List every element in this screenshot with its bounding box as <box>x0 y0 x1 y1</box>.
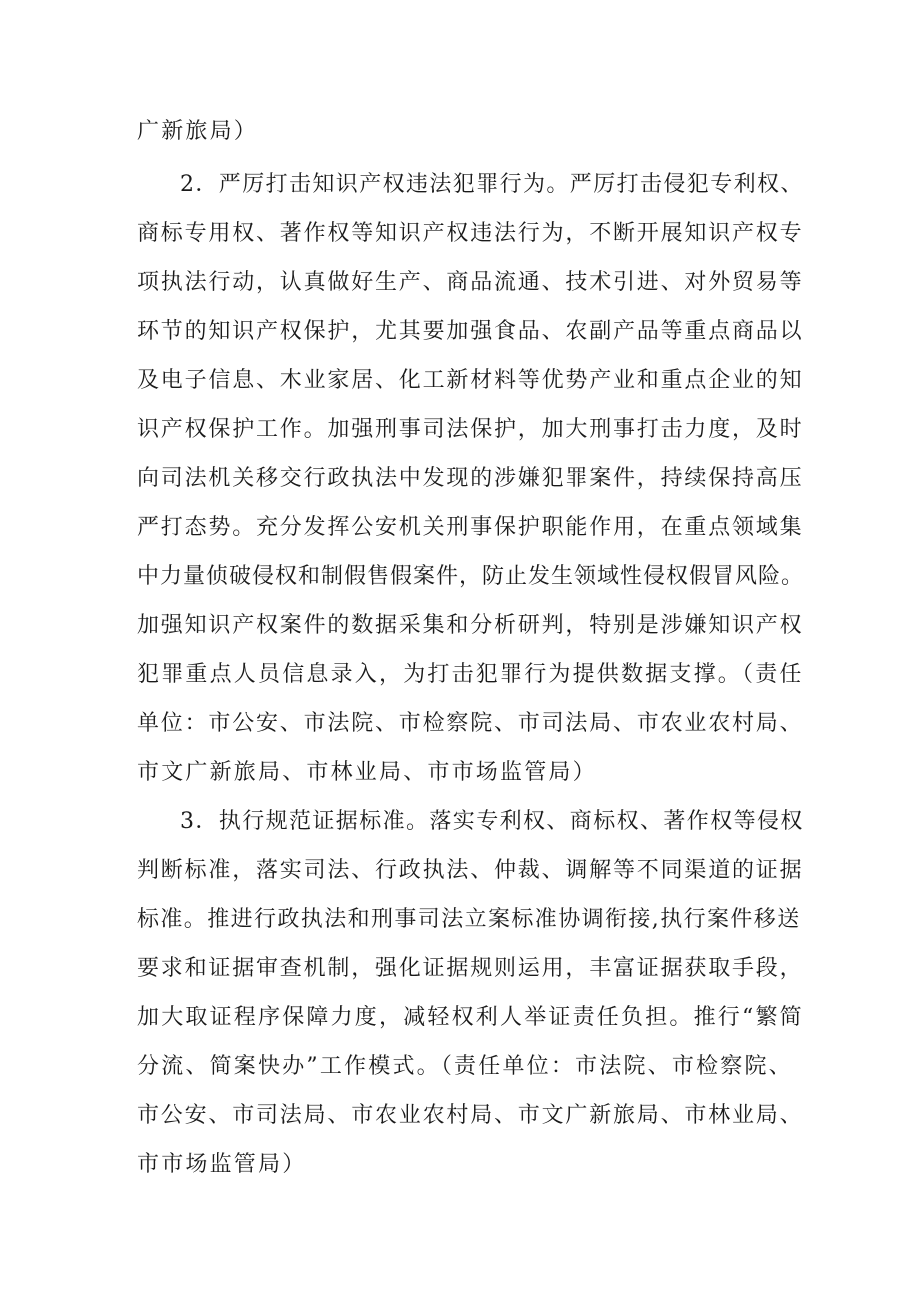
paragraph-2-line: 加强知识产权案件的数据采集和分析研判，特别是涉嫌知识产权 <box>137 613 804 638</box>
paragraph-2-line: 单位：市公安、市法院、市检察院、市司法局、市农业农村局、 <box>137 711 804 736</box>
paragraph-3-line: 要求和证据审查机制，强化证据规则运用，丰富证据获取手段， <box>137 956 804 981</box>
paragraph-2-line: 中力量侦破侵权和制假售假案件，防止发生领域性侵权假冒风险。 <box>137 564 805 589</box>
paragraph-3-line: 市公安、市司法局、市农业农村局、市文广新旅局、市林业局、 <box>137 1103 804 1128</box>
paragraph-2-line: 及电子信息、木业家居、化工新材料等优势产业和重点企业的知 <box>137 368 804 393</box>
paragraph-2-line: 项执法行动，认真做好生产、商品流通、技术引进、对外贸易等 <box>137 270 804 295</box>
paragraph-3-line: 分流、简案快办”工作模式。（责任单位：市法院、市检察院、 <box>137 1054 793 1079</box>
paragraph-2-line: 商标专用权、著作权等知识产权违法行为，不断开展知识产权专 <box>137 221 804 246</box>
paragraph-2-line: 犯罪重点人员信息录入，为打击犯罪行为提供数据支撑。（责任 <box>137 662 804 687</box>
paragraph-2-line: 2．严厉打击知识产权违法犯罪行为。严厉打击侵犯专利权、 <box>180 172 804 197</box>
text-line: 广新旅局） <box>137 119 259 144</box>
paragraph-3-line: 市市场监管局） <box>137 1152 307 1177</box>
paragraph-3-line: 标准。推进行政执法和刑事司法立案标准协调衔接,执行案件移送 <box>137 907 801 932</box>
paragraph-2-line: 向司法机关移交行政执法中发现的涉嫌犯罪案件，持续保持高压 <box>137 466 804 491</box>
paragraph-2-line: 环节的知识产权保护，尤其要加强食品、农副产品等重点商品以 <box>137 319 804 344</box>
paragraph-2-line: 识产权保护工作。加强刑事司法保护，加大刑事打击力度，及时 <box>137 417 804 442</box>
paragraph-2-line: 严打态势。充分发挥公安机关刑事保护职能作用，在重点领域集 <box>137 515 804 540</box>
paragraph-3-line: 判断标准，落实司法、行政执法、仲裁、调解等不同渠道的证据 <box>137 858 804 883</box>
paragraph-3-line: 加大取证程序保障力度，减轻权利人举证责任负担。推行“繁简 <box>137 1005 804 1030</box>
paragraph-3-line: 3．执行规范证据标准。落实专利权、商标权、著作权等侵权 <box>180 809 804 834</box>
paragraph-2-line: 市文广新旅局、市林业局、市市场监管局） <box>137 760 597 785</box>
